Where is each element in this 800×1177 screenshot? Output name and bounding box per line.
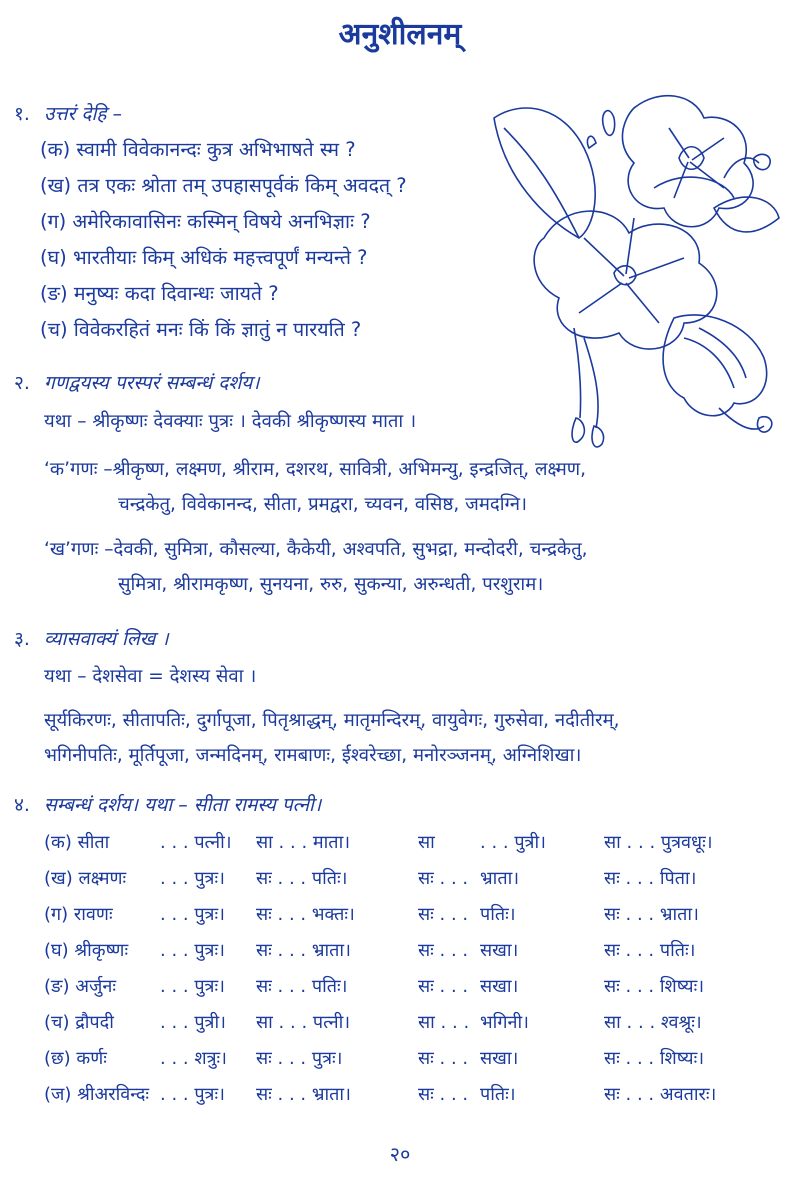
relation-cell: सः . . . पुत्रः। (256, 1048, 343, 1069)
relation-cell: . . . पुत्रः। (160, 976, 225, 997)
section-title: सम्बन्धं दर्शय। यथा – सीता रामस्य पत्नी। (44, 794, 322, 816)
relation-cell: . . . पुत्री। (160, 1012, 226, 1033)
relation-cell: सखा। (480, 976, 519, 997)
section-number: २. (14, 372, 30, 394)
relation-cell: सः . . . पतिः। (604, 940, 696, 961)
section-3-heading (14, 625, 169, 651)
relation-cell: सः . . . भक्तः। (256, 904, 355, 925)
relation-cell: सः . . . पिता। (604, 868, 697, 889)
relation-cell: (ग) रावणः (44, 904, 113, 925)
relation-cell: सः . . . अवतारः। (604, 1084, 717, 1105)
example-line: यथा – श्रीकृष्णः देवक्याः पुत्रः । देवकी श्रीकृष्णस्य माता । (44, 411, 417, 432)
section-1-heading (14, 100, 122, 126)
section-2-heading (14, 369, 259, 395)
question-item: (क) स्वामी विवेकानन्दः कुत्र अभिभाषते स्म ? (40, 138, 356, 161)
relation-cell: . . . पुत्री। (480, 832, 546, 853)
flower-illustration (484, 88, 784, 458)
relation-cell: सः . . . (418, 1048, 469, 1069)
relation-cell: सः . . . (418, 1084, 469, 1105)
relation-row (44, 1082, 784, 1112)
relation-row (44, 1046, 784, 1076)
relation-cell: (ज) श्रीअरविन्दः (44, 1084, 150, 1105)
compound-list (44, 703, 784, 773)
section-title: उत्तरं देहि – (44, 103, 122, 125)
relation-cell: सः . . . पतिः। (256, 868, 348, 889)
group-kha (44, 532, 784, 602)
relation-cell: (ख) लक्ष्मणः (44, 868, 127, 889)
relation-cell: सः . . . (418, 940, 469, 961)
relation-cell: सः . . . शिष्यः। (604, 976, 705, 997)
example-line: यथा – देशसेवा = देशस्य सेवा । (44, 666, 257, 687)
group-kha-line-1: ‘ख’गणः –देवकी, सुमित्रा, कौसल्या, कैकेयी, अश्वपति, सुभद्रा, मन्दोदरी, चन्द्रकेतु, (44, 539, 588, 560)
relation-cell: सः . . . भ्राता। (604, 904, 699, 925)
relation-cell: सा . . . श्वश्रूः। (604, 1012, 702, 1033)
section-title: गणद्वयस्य परस्परं सम्बन्धं दर्शय। (44, 372, 260, 394)
relation-cell: सः . . . भ्राता। (256, 940, 351, 961)
question-item: (घ) भारतीयाः किम् अधिकं महत्त्वपूर्णं मन्यन्ते ? (40, 246, 368, 269)
relation-cell: सा . . . पुत्रवधूः। (604, 832, 713, 853)
question-item: (च) विवेकरहितं मनः किं किं ज्ञातुं न पारयति ? (40, 318, 362, 341)
relation-cell: सा . . . पत्नी। (256, 1012, 351, 1033)
relation-row (44, 866, 784, 896)
section-number: ३. (14, 628, 30, 650)
relation-cell: (ङ) अर्जुनः (44, 976, 116, 997)
relation-row (44, 938, 784, 968)
section-4-heading (14, 791, 321, 817)
group-ka-line-1: ‘क’गणः –श्रीकृष्ण, लक्ष्मण, श्रीराम, दशरथ, सावित्री, अभिमन्यु, इन्द्रजित्, लक्ष्मण, (44, 459, 587, 480)
relation-cell: . . . पत्नी। (160, 832, 232, 853)
relation-cell: . . . पुत्रः। (160, 868, 225, 889)
relation-row (44, 830, 784, 860)
section-number: १. (14, 103, 30, 125)
relation-cell: पतिः। (480, 1084, 516, 1105)
relation-cell: सा . . . माता। (256, 832, 351, 853)
group-kha-line-2: सुमित्रा, श्रीरामकृष्ण, सुनयना, रुरु, सुकन्या, अरुन्धती, परशुराम। (118, 574, 544, 595)
relation-row (44, 1010, 784, 1040)
group-ka-line-2: चन्द्रकेतु, विवेकानन्द, सीता, प्रमद्वरा, च्यवन, वसिष्ठ, जमदग्नि। (118, 494, 527, 515)
question-item: (ङ) मनुष्यः कदा दिवान्धः जायते ? (40, 282, 279, 305)
relation-cell: सः . . . शिष्यः। (604, 1048, 705, 1069)
relation-cell: सः . . . पतिः। (256, 976, 348, 997)
section-title: व्यासवाक्यं लिख । (44, 628, 169, 650)
page-number: २० (389, 1142, 411, 1166)
relation-row (44, 902, 784, 932)
compound-line-2: भगिनीपतिः, मूर्तिपूजा, जन्मदिनम्, रामबाणः, ईश्वरेच्छा, मनोरञ्जनम्, अग्निशिखा। (44, 745, 582, 766)
relation-cell: भगिनी। (480, 1012, 529, 1033)
relation-cell: सखा। (480, 1048, 519, 1069)
relation-row (44, 974, 784, 1004)
relation-cell: सखा। (480, 940, 519, 961)
relation-cell: . . . पुत्रः। (160, 940, 225, 961)
section-number: ४. (14, 794, 30, 816)
group-ka (44, 452, 784, 522)
relation-cell: (छ) कर्णः (44, 1048, 107, 1069)
relation-cell: . . . पुत्रः। (160, 904, 225, 925)
relation-cell: सा . . . (418, 1012, 470, 1033)
relation-cell: . . . शत्रुः। (160, 1048, 227, 1069)
relation-cell: सः . . . (418, 868, 469, 889)
relation-cell: सः . . . (418, 976, 469, 997)
relation-cell: पतिः। (480, 904, 516, 925)
relation-cell: सः . . . (418, 904, 469, 925)
page-title: अनुशीलनम् (338, 17, 462, 52)
relation-cell: सा (418, 832, 435, 853)
relation-cell: सः . . . भ्राता। (256, 1084, 351, 1105)
relation-cell: . . . पुत्रः। (160, 1084, 225, 1105)
relation-cell: भ्राता। (480, 868, 520, 889)
relation-cell: (च) द्रौपदी (44, 1012, 114, 1033)
question-item: (ख) तत्र एकः श्रोता तम् उपहासपूर्वकं किम् अवदत् ? (40, 174, 407, 197)
relation-cell: (क) सीता (44, 832, 110, 853)
compound-line-1: सूर्यकिरणः, सीतापतिः, दुर्गापूजा, पितृश्राद्धम्, मातृमन्दिरम्, वायुवेगः, गुरुसेवा, नदीतीरम्, (44, 710, 620, 731)
relation-cell: (घ) श्रीकृष्णः (44, 940, 129, 961)
question-item: (ग) अमेरिकावासिनः कस्मिन् विषये अनभिज्ञाः ? (40, 210, 371, 233)
